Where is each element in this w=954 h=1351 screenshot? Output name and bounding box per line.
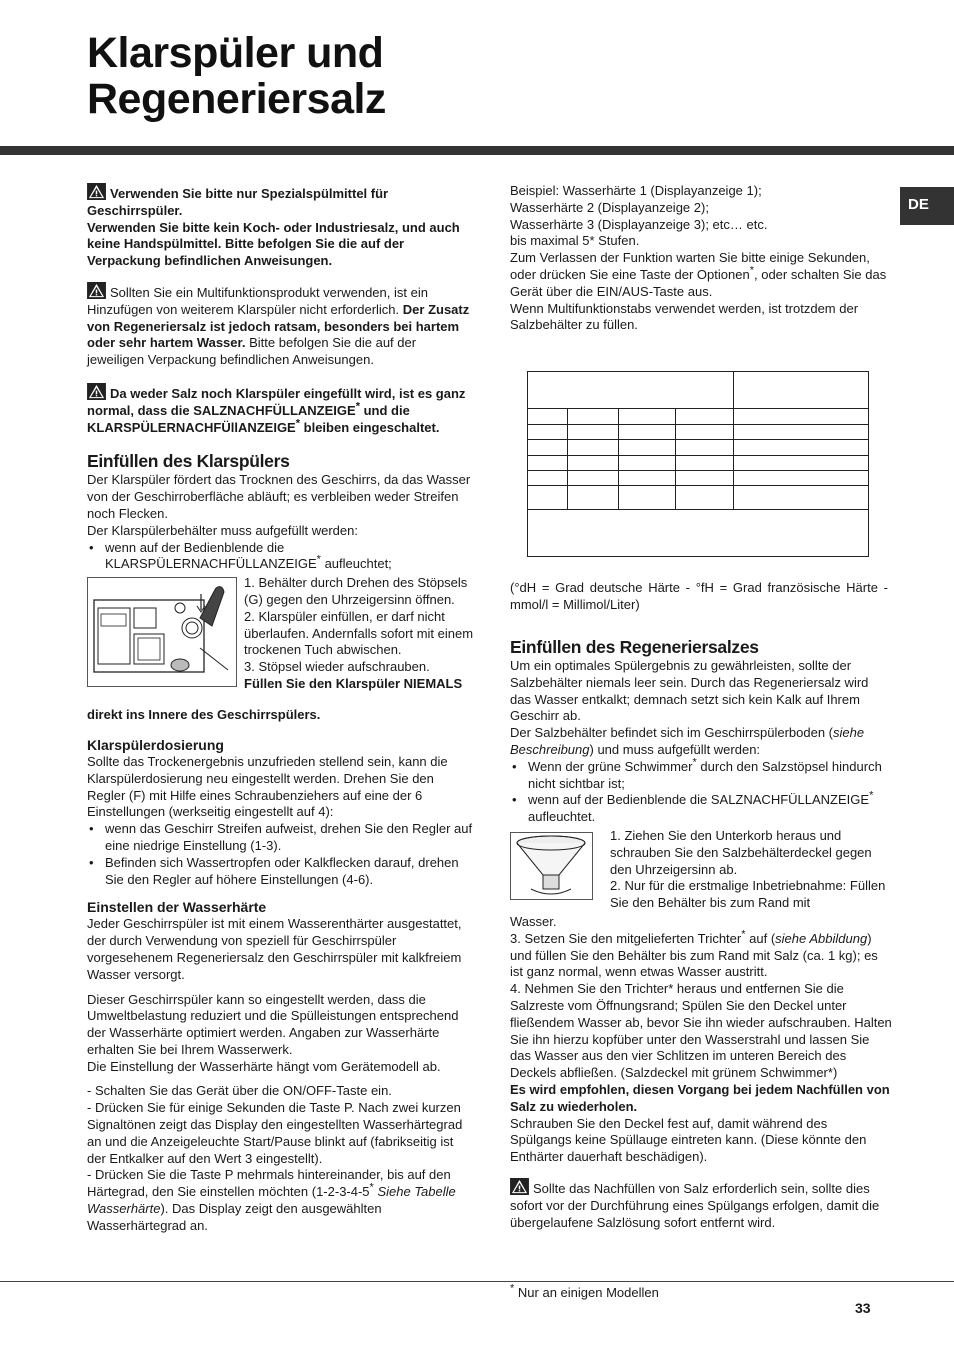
- footnote-star: *: [692, 756, 697, 769]
- dispenser-section: [87, 575, 475, 707]
- salz-link: siehe Beschreibung: [510, 725, 865, 757]
- haerte-paragraph-6b: ). Das Display zeigt den ausgewählten Wasserhärtegrad an.: [87, 1201, 382, 1233]
- warning-3-text-b: und die KLARSPÜLERNACHFÜllANZEIGE: [87, 402, 410, 435]
- salt-step-4: 4. Nehmen Sie den Trichter* heraus und entfernen Sie die Salzreste vom Öffnungsrand; Spülen Sie den Deckel unter fließendem Wasser ab, bevor Sie ihn wieder aufschrauben. Halten Sie ihn hierzu kopfüber unter den Wasserstrahl und lassen Sie das Wasser aus den vier Schlitzen im unteren Bereich des Deckels abfließen. (Salzdeckel mit grünem Schwimmer*): [510, 981, 892, 1081]
- warning-2-text-a: Sollten Sie ein Multifunktionsprodukt verwenden, ist ein Hinzufügen von weiterem Klarspüler nicht erforderlich.: [87, 284, 428, 317]
- salz-paragraph-2: [510, 725, 892, 759]
- salz-paragraph-2a: Der Salzbehälter befindet sich im Geschirrspülerboden (: [510, 725, 833, 741]
- example-line-3: Wasserhärte 3 (Displayanzeige 3); etc… etc.: [510, 216, 768, 232]
- salt-step-3c: ) und füllen Sie den Behälter bis zum Rand mit Salz (ca. 1 kg); es ist ganz normal, wenn etwas Wasser austritt.: [510, 930, 878, 980]
- multitab-paragraph: Wenn Multifunktionstabs verwendet werden, ist trotzdem der Salzbehälter zu füllen.: [510, 300, 859, 333]
- list-item: • Befinden sich Wassertropfen oder Kalkflecken darauf, drehen Sie den Regler auf höhere Einstellungen (4-6).: [87, 855, 475, 889]
- step-2: 2. Klarspüler einfüllen, er darf nicht überlaufen. Andernfalls sofort mit einem trockenen Tuch abwischen.: [244, 608, 474, 658]
- list-item-text-end: durch den Salzstöpsel hindurch nicht sichtbar ist;: [528, 758, 882, 791]
- list-item-text: Wenn der grüne Schwimmer: [528, 758, 693, 774]
- funnel-drawing: [511, 833, 591, 898]
- dosierung-list: [87, 821, 475, 888]
- heading-klarspueler: Einfüllen des Klarspülers: [87, 451, 290, 472]
- salt-step-link: siehe Abbildung: [775, 930, 868, 946]
- warning-icon: [87, 183, 106, 200]
- warning-1-text-a: Verwenden Sie bitte nur Spezialspülmittel für Geschirrspüler.: [87, 186, 389, 218]
- header-rule: [0, 146, 954, 155]
- table-rule: [528, 439, 868, 440]
- funnel-steps: [610, 828, 892, 912]
- salt-step-3b: auf (: [749, 930, 776, 946]
- footnote-text: Nur an einigen Modellen: [517, 1285, 659, 1300]
- step-1: 1. Behälter durch Drehen des Stöpsels (G) gegen den Uhrzeigersinn öffnen.: [244, 575, 468, 607]
- warning-icon: [87, 383, 106, 400]
- salt-warning: [510, 1178, 892, 1231]
- heading-salz: Einfüllen des Regeneriersalzes: [510, 637, 759, 657]
- funnel-illustration: [510, 832, 593, 900]
- list-item: [510, 792, 892, 826]
- table-rule: [675, 408, 676, 509]
- salt-step-3a: 3. Setzen Sie den mitgelieferten Trichter: [510, 930, 742, 946]
- salt-step-3: [510, 928, 892, 981]
- title-line-1: Klarspüler und: [87, 29, 384, 77]
- title-line-2: Regeneriersalz: [87, 75, 386, 123]
- footnote-star: *: [295, 417, 301, 430]
- footnote: [510, 1282, 659, 1300]
- warning-3: [87, 383, 475, 436]
- page-number: 33: [855, 1300, 871, 1316]
- step-3: 3. Stöpsel wieder aufschrauben.: [244, 659, 430, 675]
- heading-dosierung: Klarspülerdosierung: [87, 736, 224, 753]
- exit-paragraph: [510, 250, 892, 300]
- warning-1: [87, 183, 475, 270]
- klar-paragraph-1: Der Klarspüler fördert das Trocknen des Geschirrs, da das Wasser von der Geschirroberfläche abläuft; es verbleiben weder Streifen noch Flecken.: [87, 472, 471, 521]
- haerte-paragraph-6: [87, 1167, 475, 1234]
- footnote-star: *: [316, 554, 321, 567]
- table-note: (°dH = Grad deutsche Härte - °fH = Grad französische Härte - mmol/l = Millimol/Liter): [510, 580, 888, 612]
- warning-2: [87, 282, 475, 369]
- table-rule: [567, 408, 568, 509]
- salt-warning-text: Sollte das Nachfüllen von Salz erforderlich sein, sollte dies sofort vor der Durchführung eines Spülgangs erfolgen, damit die übergelaufene Salzlösung sofort entfernt wird.: [510, 1180, 880, 1230]
- right-column: [510, 183, 892, 334]
- haerte-paragraph-6a: - Drücken Sie die Taste P mehrmals hintereinander, bis auf den Härtegrad, den Sie einstellen möchten (1-2-3-4-5: [87, 1167, 451, 1200]
- dispenser-steps: [244, 575, 474, 693]
- salt-step-2b: Wasser.: [510, 913, 557, 929]
- salz-paragraph-2b: ) und muss aufgefüllt werden:: [589, 741, 761, 757]
- haerte-link: Siehe Tabelle Wasserhärte: [87, 1184, 456, 1217]
- klar-paragraph-2: Der Klarspülerbehälter muss aufgefüllt werden:: [87, 522, 358, 538]
- table-rule: [528, 470, 868, 471]
- haerte-paragraph-3: Die Einstellung der Wasserhärte hängt vom Gerätemodell ab.: [87, 1058, 441, 1074]
- table-rule: [733, 372, 734, 509]
- exit-text-b: , oder schalten Sie das Gerät über die EIN/AUS-Taste aus.: [510, 266, 887, 299]
- exit-text-a: Zum Verlassen der Funktion warten Sie bitte einige Sekunden, oder drücken Sie eine Taste der Optionen: [510, 250, 870, 282]
- dispenser-illustration: [87, 577, 237, 687]
- salz-paragraph-1: Um ein optimales Spülergebnis zu gewährleisten, sollte der Salzbehälter niemals leer sein. Durch das Regeneriersalz wird das Wasser entkalkt; demnach setzt sich kein Kalk auf Ihrem Geschirr ab.: [510, 658, 869, 724]
- funnel-section: [510, 828, 892, 914]
- table-rule: [528, 509, 868, 510]
- list-item-text-end: aufleuchtet.: [528, 809, 596, 825]
- warning-icon: [87, 282, 106, 299]
- example-line-1: Beispiel: Wasserhärte 1 (Displayanzeige 1);: [510, 183, 762, 198]
- salz-list: [510, 756, 892, 826]
- haerte-paragraph-5: - Drücken Sie für einige Sekunden die Taste P. Nach zwei kurzen Signaltönen zeigt das Display den eingestellten Wasserhärtegrad an und die Anzeigeleuchte Start/Pause blinkt auf (fabrikseitig ist der Entkalker auf den Wert 3 eingestellt).: [87, 1100, 463, 1166]
- salt-section: [510, 636, 892, 1231]
- list-item-text: wenn auf der Bedienblende die KLARSPÜLERNACHFÜLLANZEIGE: [105, 539, 317, 572]
- haerte-paragraph-4: - Schalten Sie das Gerät über die ON/OFF-Taste ein.: [87, 1083, 392, 1099]
- heading-wasserhaerte: Einstellen der Wasserhärte: [87, 899, 267, 916]
- language-tab: DE: [900, 187, 954, 225]
- klar-list: [87, 540, 475, 574]
- list-item: [510, 756, 892, 793]
- salt-step-1: 1. Ziehen Sie den Unterkorb heraus und schrauben Sie den Salzbehälterdeckel gegen den Uhrzeigersinn ab.: [610, 827, 872, 877]
- list-item: • wenn das Geschirr Streifen aufweist, drehen Sie den Regler auf eine niedrige Einstellung (1-3).: [87, 821, 475, 855]
- warning-3-text-a: Da weder Salz noch Klarspüler eingefüllt wird, ist es ganz normal, dass die SALZNACHFÜLLANZEIGE: [87, 385, 466, 418]
- list-item: [87, 540, 475, 574]
- dispenser-drawing: [88, 578, 235, 685]
- left-column: [87, 183, 475, 1235]
- warning-icon: [510, 1178, 529, 1195]
- footnote-star: *: [741, 928, 746, 941]
- warning-3-text-c: bleiben eingeschaltet.: [303, 419, 440, 435]
- salt-step-5: Es wird empfohlen, diesen Vorgang bei jedem Nachfüllen von Salz zu wiederholen.: [510, 1081, 890, 1114]
- example-line-2: Wasserhärte 2 (Displayanzeige 2);: [510, 199, 709, 215]
- salt-step-6: Schrauben Sie den Deckel fest auf, damit während des Spülgangs keine Spüllauge eintreten kann. (Diese könnte den Enthärter dauerhaft beschädigen).: [510, 1115, 867, 1165]
- haerte-paragraph-1: Jeder Geschirrspüler ist mit einem Wasserenthärter ausgestattet, der durch Verwendung von speziell für Geschirrspüler vorgesehenem Regeneriersalz den Geschirrspüler mit kalkfreiem Wasser versorgt.: [87, 916, 462, 982]
- haerte-paragraph-2: Dieser Geschirrspüler kann so eingestellt werden, dass die Umweltbelastung reduziert und die Spülleistungen entsprechend der Wasserhärte optimiert werden. Angaben zur Wasserhärte erhalten Sie bei Ihrem Wasserwerk.: [87, 991, 459, 1057]
- table-rule: [528, 485, 868, 486]
- footnote-star: *: [369, 1181, 374, 1194]
- table-rule: [528, 424, 868, 425]
- table-rule: [528, 408, 868, 409]
- table-rule: [528, 455, 868, 456]
- list-item-text: wenn auf der Bedienblende die SALZNACHFÜLLANZEIGE: [528, 792, 870, 808]
- page-title: [87, 30, 386, 122]
- example-line-4: bis maximal 5* Stufen.: [510, 233, 640, 249]
- step-bold-a: Füllen Sie den Klarspüler NIEMALS: [244, 675, 463, 691]
- footnote-star: *: [355, 400, 360, 413]
- warning-2-text-c: Bitte befolgen Sie die auf der jeweiligen Verpackung befindlichen Anweisungen.: [87, 335, 417, 368]
- footnote-star: *: [869, 790, 874, 803]
- footer-rule: [0, 1281, 954, 1282]
- salt-step-2a: 2. Nur für die erstmalige Inbetriebnahme: Füllen Sie den Behälter bis zum Rand mit: [610, 878, 886, 911]
- footnote-star: *: [510, 1282, 515, 1295]
- table-rule: [618, 408, 619, 509]
- footnote-star: *: [749, 264, 754, 277]
- warning-2-text-b: Der Zusatz von Regeneriersalz ist jedoch ratsam, besonders bei hartem oder sehr hartem Wasser.: [87, 301, 470, 351]
- warning-1-text-b: Verwenden Sie bitte kein Koch- oder Industriesalz, und auch keine Handspülmittel. Bitte befolgen Sie die auf der Verpackung befindlichen Anweisungen.: [87, 219, 460, 269]
- step-bold-b: direkt ins Innere des Geschirrspülers.: [87, 707, 321, 723]
- dosierung-paragraph: Sollte das Trockenergebnis unzufrieden stellend sein, kann die Klarspülerdosierung neu eingestellt werden. Drehen Sie den Regler (F) mit Hilfe eines Schraubenziehers auf eine der 6 Einstellungen (werkseitig eingestellt auf 4):: [87, 753, 448, 820]
- list-item-text-end: aufleuchtet;: [324, 556, 392, 572]
- water-hardness-table: [527, 371, 869, 557]
